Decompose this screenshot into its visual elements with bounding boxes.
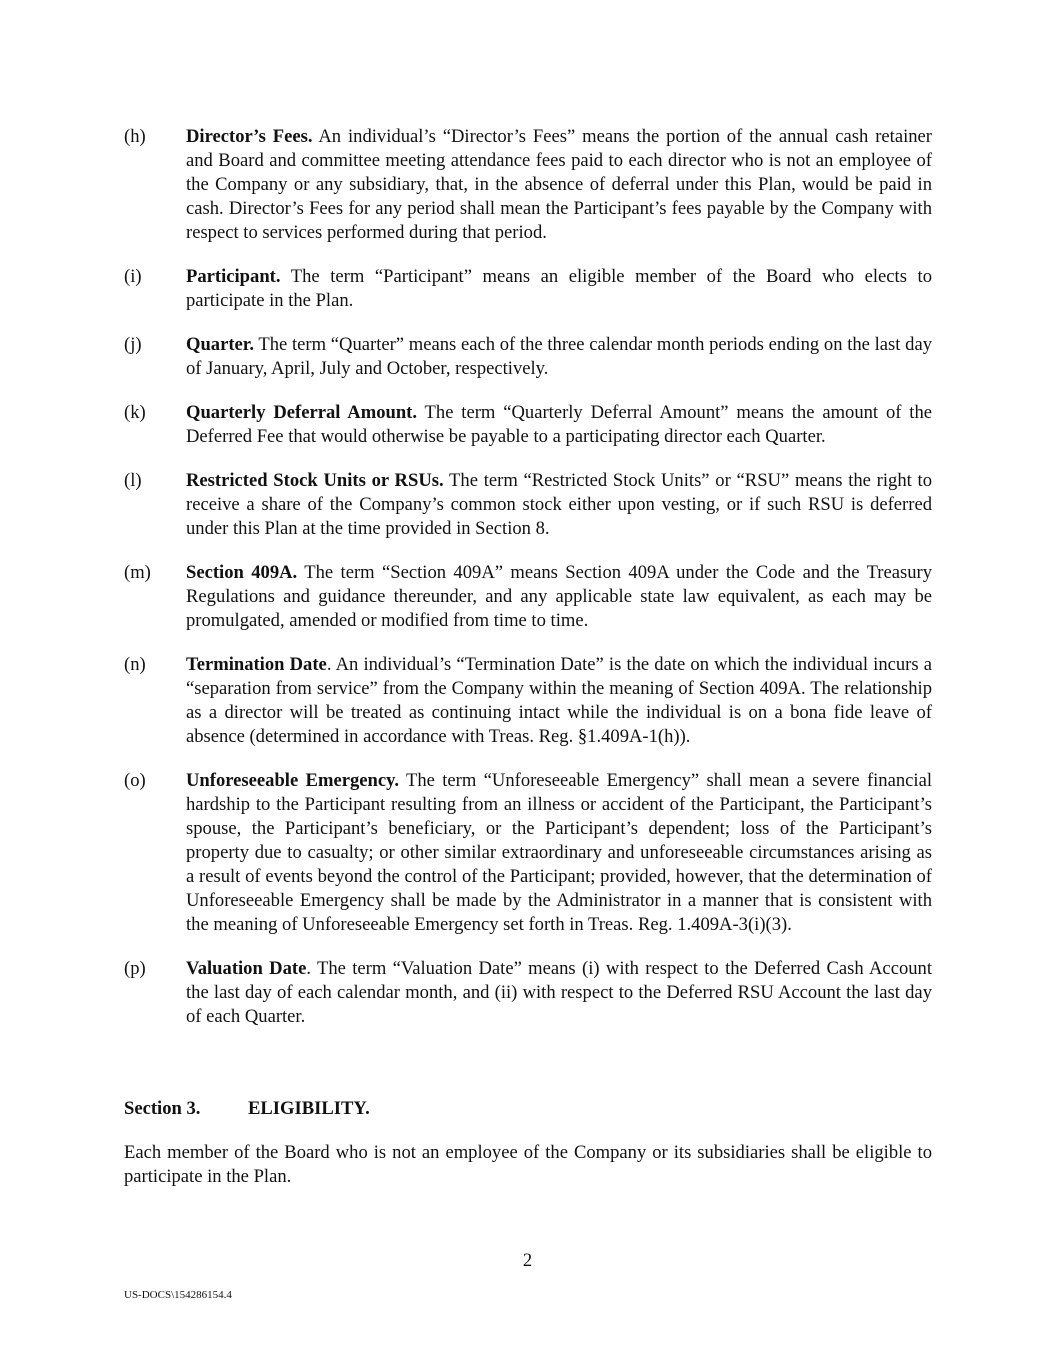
- definition-text: . The term “Valuation Date” means (i) with respect to the Deferred Cash Account the last day of each calendar month, and (ii) with respect to the Deferred RSU Account the last day of each Quarter.: [186, 958, 932, 1027]
- definition-body: [186, 265, 932, 313]
- definition-text: The term “Quarterly Deferral Amount” means the amount of the Deferred Fee that would otherwise be payable to a participating director each Quarter.: [186, 402, 932, 447]
- definition-term: Termination Date: [186, 654, 327, 675]
- definition-term: Quarterly Deferral Amount.: [186, 402, 418, 423]
- definition-text: The term “Quarter” means each of the three calendar month periods ending on the last day of January, April, July and October, respectively.: [186, 334, 932, 379]
- definitions-list: [124, 125, 932, 1049]
- definition-text: The term “Unforeseeable Emergency” shall mean a severe financial hardship to the Participant resulting from an illness or accident of the Participant, the Participant’s spouse, the Participant’s beneficiary, or the Participant’s dependent; loss of the Participant’s property due to casualty; or other similar extraordinary and unforeseeable circumstances arising as a result of events beyond the control of the Participant; provided, however, that the determination of Unforeseeable Emergency shall be made by the Administrator in a manner that is consistent with the meaning of Unforeseeable Emergency set forth in Treas. Reg. 1.409A-3(i)(3).: [186, 770, 932, 935]
- definition-body: [186, 769, 932, 937]
- definition-item: [124, 265, 932, 313]
- definition-term: Participant.: [186, 266, 281, 287]
- definition-text: . An individual’s “Termination Date” is the date on which the individual incurs a “separation from service” from the Company within the meaning of Section 409A. The relationship as a director will be treated as continuing intact while the individual is on a bona fide leave of absence (determined in accordance with Treas. Reg. §1.409A-1(h)).: [186, 654, 932, 747]
- definition-letter: (l): [124, 470, 142, 491]
- definition-body: [186, 469, 932, 541]
- definition-letter: (o): [124, 770, 146, 791]
- definition-term: Valuation Date: [186, 958, 307, 979]
- definition-letter: (p): [124, 958, 146, 979]
- definition-body: [186, 653, 932, 749]
- definition-letter: (j): [124, 334, 142, 355]
- document-id: US-DOCS\154286154.4: [124, 1289, 232, 1301]
- section-number: Section 3.: [124, 1098, 201, 1119]
- definition-item: [124, 401, 932, 449]
- definition-item: [124, 125, 932, 245]
- page-number: 2: [522, 1250, 533, 1271]
- definition-letter: (h): [124, 126, 146, 147]
- definition-item: [124, 333, 932, 381]
- definition-item: [124, 469, 932, 541]
- definition-item: [124, 561, 932, 633]
- definition-letter: (i): [124, 266, 142, 287]
- definition-letter: (m): [124, 562, 151, 583]
- section-heading: [124, 1097, 370, 1121]
- definition-item: [124, 653, 932, 749]
- definition-term: Restricted Stock Units or RSUs.: [186, 470, 444, 491]
- definition-term: Director’s Fees.: [186, 126, 313, 147]
- section-body: Each member of the Board who is not an employee of the Company or its subsidiaries shall be eligible to participate in the Plan.: [124, 1142, 932, 1187]
- definition-term: Quarter.: [186, 334, 254, 355]
- definition-item: [124, 769, 932, 937]
- definition-text: The term “Section 409A” means Section 409A under the Code and the Treasury Regulations and guidance thereunder, and any applicable state law equivalent, as each may be promulgated, amended or modified from time to time.: [186, 562, 932, 631]
- definition-body: [186, 125, 932, 245]
- definition-term: Section 409A.: [186, 562, 298, 583]
- definition-text: The term “Participant” means an eligible member of the Board who elects to participate in the Plan.: [186, 266, 932, 311]
- definition-body: [186, 561, 932, 633]
- definition-letter: (k): [124, 402, 146, 423]
- definition-body: [186, 401, 932, 449]
- definition-letter: (n): [124, 654, 146, 675]
- definition-term: Unforeseeable Emergency.: [186, 770, 400, 791]
- definition-body: [186, 333, 932, 381]
- definition-text: The term “Restricted Stock Units” or “RSU” means the right to receive a share of the Company’s common stock either upon vesting, or if such RSU is deferred under this Plan at the time provided in Section 8.: [186, 470, 932, 539]
- section-title: ELIGIBILITY.: [248, 1098, 370, 1119]
- definition-text: An individual’s “Director’s Fees” means the portion of the annual cash retainer and Board and committee meeting attendance fees paid to each director who is not an employee of the Company or any subsidiary, that, in the absence of deferral under this Plan, would be paid in cash. Director’s Fees for any period shall mean the Participant’s fees payable by the Company with respect to services performed during that period.: [186, 126, 932, 243]
- definition-item: [124, 957, 932, 1029]
- definition-body: [186, 957, 932, 1029]
